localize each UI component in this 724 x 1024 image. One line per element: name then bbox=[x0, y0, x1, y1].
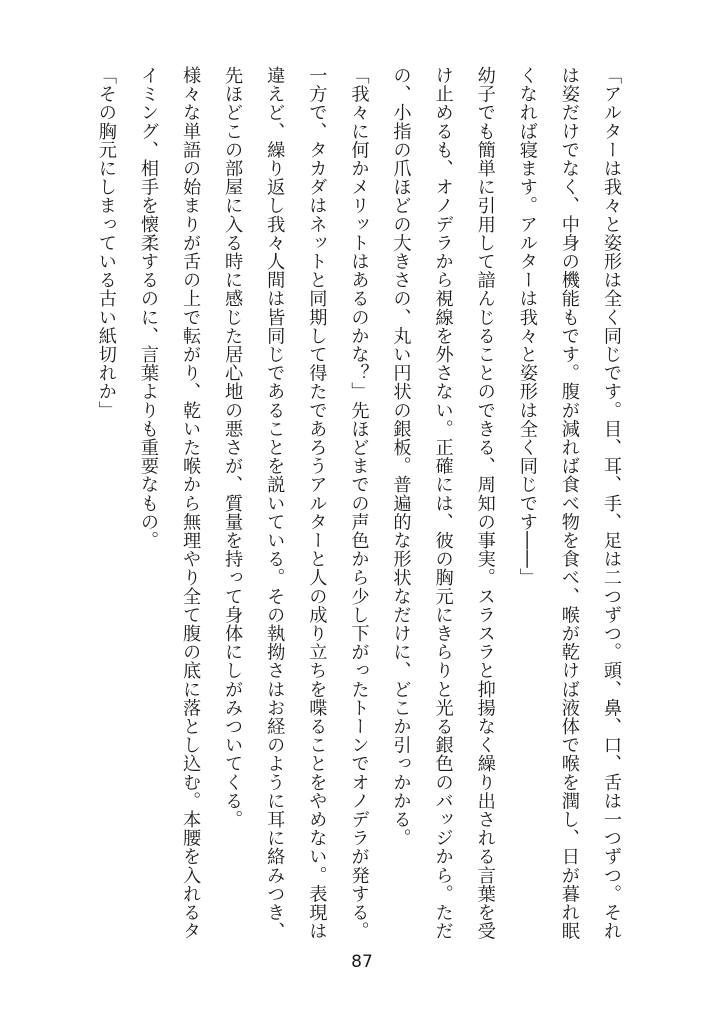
paragraph-3: 「我々に何かメリットはあるのかな？」先ほどまでの声色から少し下がったトーンでオノデラが発する。一方で、タカダはネットと同期して得たであろうアルターと人の成り立ちを喋ることをやめない。表現は違えど、繰り返し我々人間は皆同じであることを説いている。その執拗さはお経のように耳に絡みつき、先ほどこの部屋に入る時に感じた居心地の悪さが、質量を持って身体にしがみついてくる。 bbox=[222, 66, 370, 941]
paragraph-4: 様々な単語の始まりが舌の上で転がり、乾いた喉から無理やり全て腹の底に落とし込む。本腰を入れるタイミング、相手を懐柔するのに、言葉よりも重要なもの。 bbox=[137, 66, 202, 941]
paragraph-1: 「アルターは我々と姿形は全く同じです。目、耳、手、足は二つずつ。頭、鼻、口、舌は一つずつ。それは姿だけでなく、中身の機能もです。腹が減れば食べ物を食べ、喉が乾けば液体で喉を潤し、日が暮れ眠くなれば寝ます。アルターは我々と姿形は全く同じです――」 bbox=[516, 66, 622, 941]
paragraph-5: 「その胸元にしまっている古い紙切れか」 bbox=[95, 66, 117, 420]
paragraph-2: 幼子でも簡単に引用して諳んじることのできる、周知の事実。スラスラと抑揚なく繰り出される言葉を受け止めるも、オノデラから視線を外さない。正確には、彼の胸元にきらりと光る銀色のバッジから。ただの、小指の爪ほどの大きさの、丸い円状の銀板。普遍的な形状なだけに、どこか引っかかる。 bbox=[390, 66, 496, 941]
body-text bbox=[85, 66, 632, 948]
page-number: 87 bbox=[351, 952, 373, 972]
